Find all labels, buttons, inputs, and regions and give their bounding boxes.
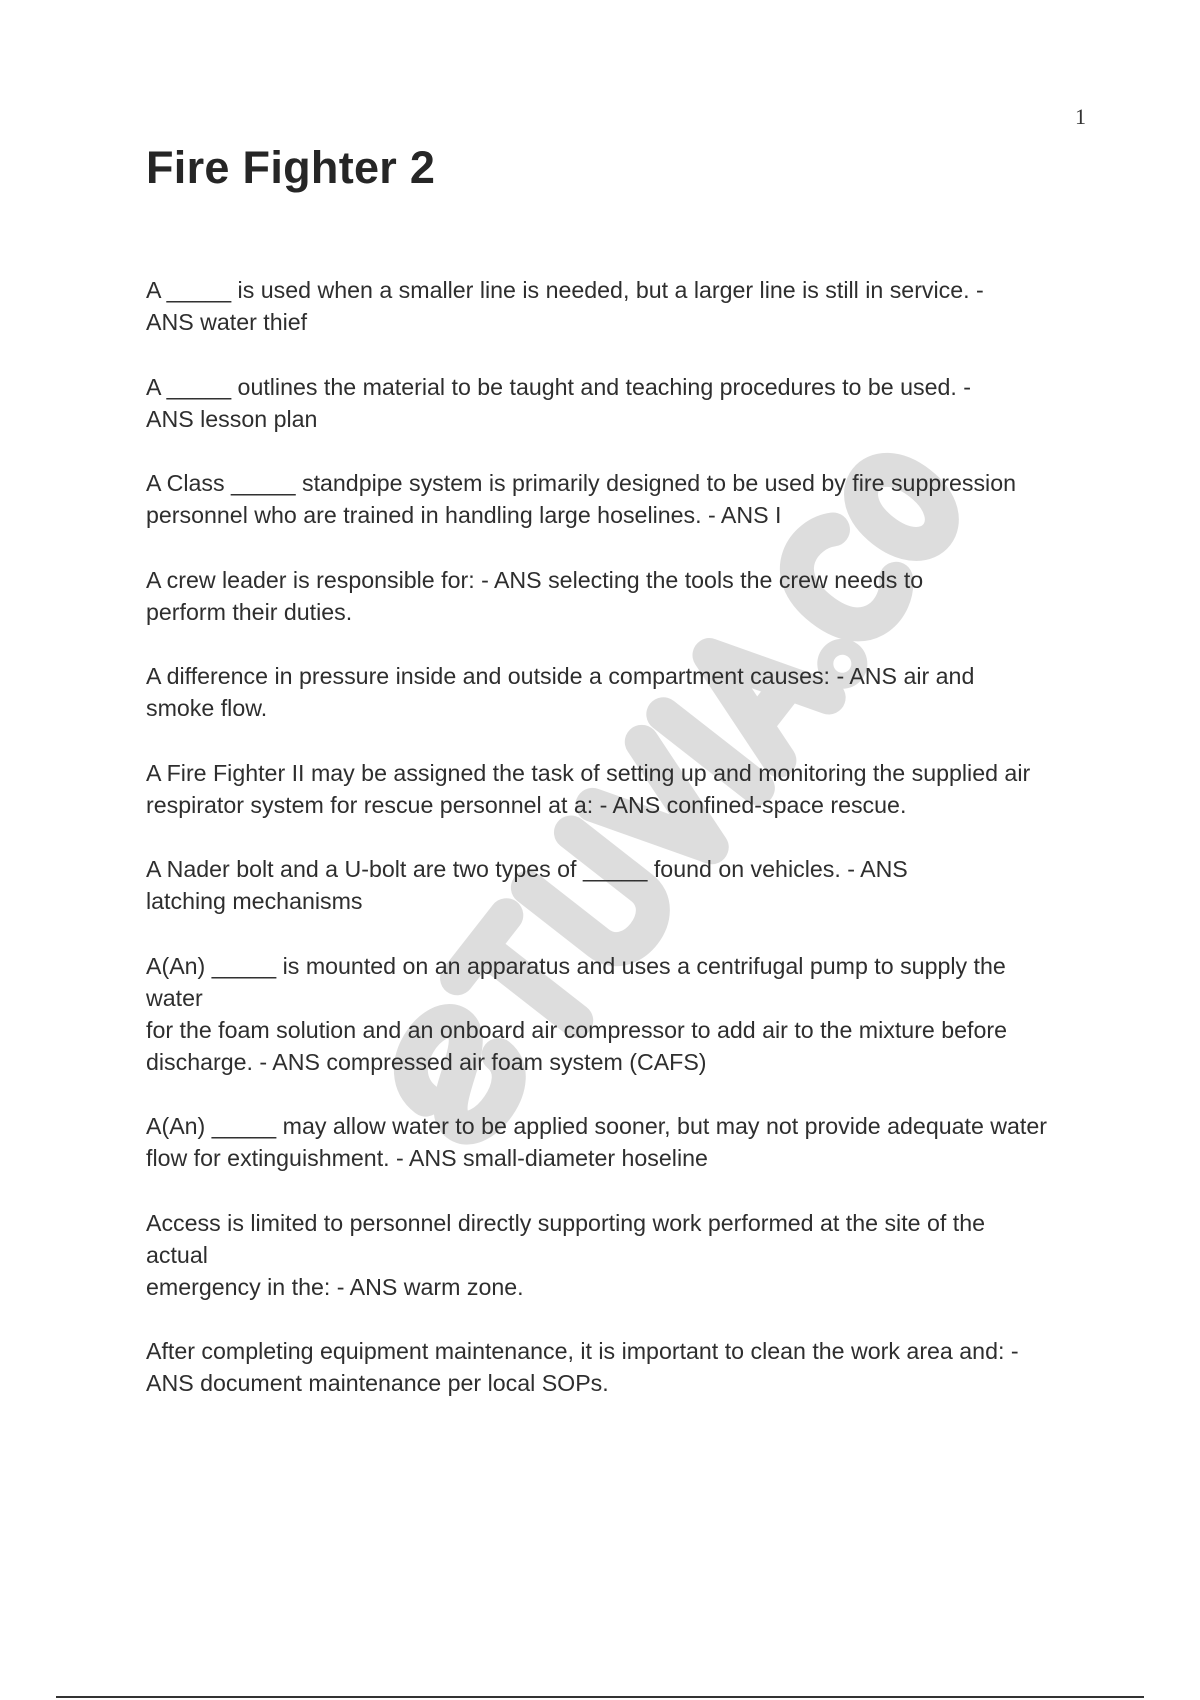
qa-item: A difference in pressure inside and outside a compartment causes: - ANS air and smoke flow. [146,663,975,721]
qa-item: A Class _____ standpipe system is primarily designed to be used by fire suppression personnel who are trained in handling large hoselines. - ANS I [146,470,1016,528]
qa-item: Access is limited to personnel directly supporting work performed at the site of the actual emergency in the: - ANS warm zone. [146,1209,986,1300]
qa-item: A _____ is used when a smaller line is needed, but a larger line is still in service. - ANS water thief [146,277,984,335]
question-answer-list [146,274,1086,1432]
qa-item: A crew leader is responsible for: - ANS selecting the tools the crew needs to perform their duties. [146,566,924,625]
qa-item: A(An) _____ is mounted on an apparatus and uses a centrifugal pump to supply the water for the foam solution and an onboard air compressor to add air to the mixture before discharge. - ANS compressed air foam system (CAFS) [146,952,1007,1075]
page-number: 1 [1075,104,1086,129]
qa-item: A Fire Fighter II may be assigned the task of setting up and monitoring the supplied air respirator system for rescue personnel at a: - ANS confined-space rescue. [146,759,1031,818]
footer-divider [56,1696,1144,1698]
qa-item: A(An) _____ may allow water to be applied sooner, but may not provide adequate water flow for extinguishment. - ANS small-diameter hoseline [146,1113,1047,1171]
qa-item: A _____ outlines the material to be taught and teaching procedures to be used. - ANS lesson plan [146,373,972,432]
document-title: Fire Fighter 2 [146,142,436,193]
qa-item: After completing equipment maintenance, it is important to clean the work area and: - ANS document maintenance per local SOPs. [146,1338,1019,1396]
qa-item: A Nader bolt and a U-bolt are two types of _____ found on vehicles. - ANS latching mechanisms [146,856,908,914]
